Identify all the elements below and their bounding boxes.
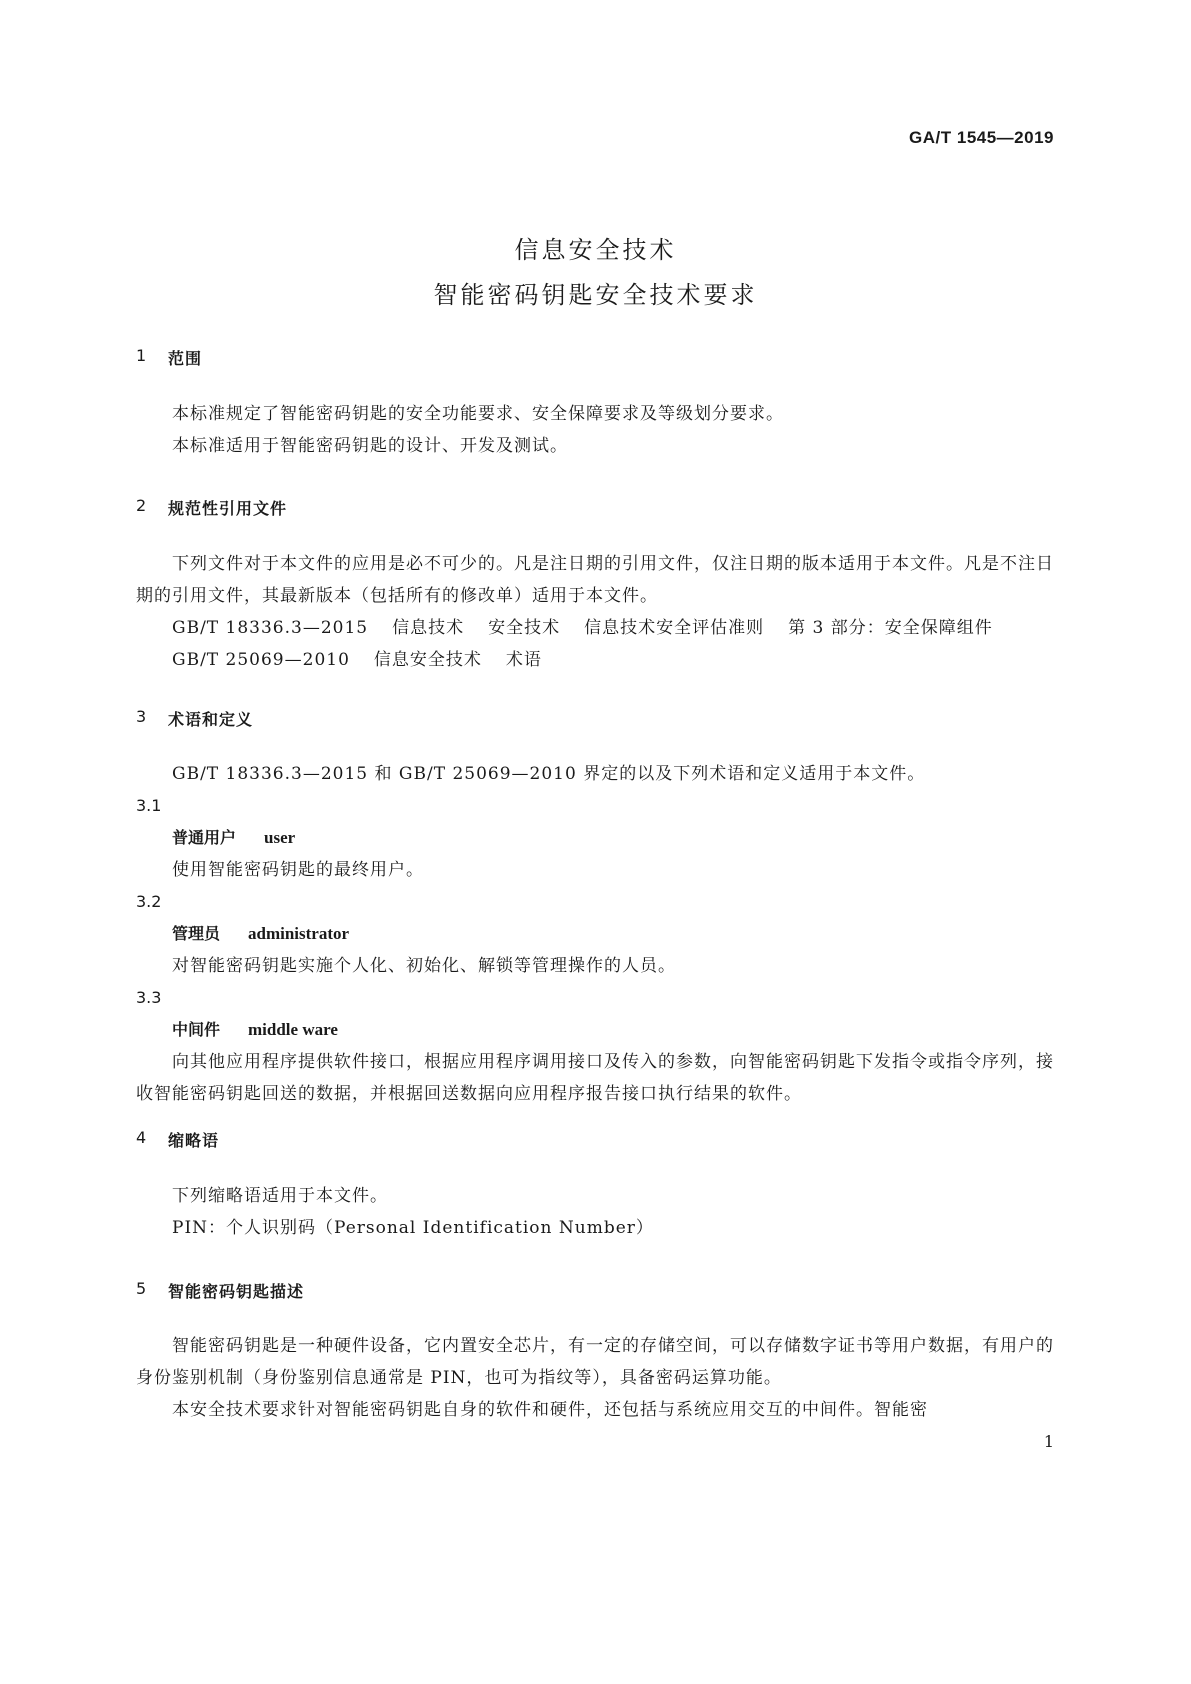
paragraph: 本标准适用于智能密码钥匙的设计、开发及测试。 (172, 436, 568, 456)
section-number: 3 (136, 707, 148, 726)
term-definition: 使用智能密码钥匙的最终用户。 (172, 860, 424, 880)
paragraph: 本安全技术要求针对智能密码钥匙自身的软件和硬件，还包括与系统应用交互的中间件。智能密 (172, 1400, 928, 1420)
section-4 (136, 1128, 1054, 1151)
reference-title-part: 术语 (505, 650, 542, 670)
section-1 (136, 346, 1054, 369)
term-name-zh: 管理员 (172, 924, 221, 943)
term-number: 3.2 (136, 892, 162, 911)
reference-title-part: 信息技术 (392, 618, 465, 638)
term-name (136, 918, 1054, 950)
section-4-body (136, 1180, 1054, 1244)
section-number: 5 (136, 1279, 148, 1298)
section-heading (136, 1279, 1054, 1302)
document-title-line1: 信息安全技术 (514, 236, 677, 264)
section-2-body (136, 548, 1054, 676)
reference-title-part: 安全技术 (488, 618, 561, 638)
paragraph: 下列文件对于本文件的应用是必不可少的。凡是注日期的引用文件，仅注日期的版本适用于本文件。凡是不注日期的引用文件，其最新版本（包括所有的修改单）适用于本文件。 (136, 554, 1054, 606)
paragraph: 下列缩略语适用于本文件。 (172, 1186, 388, 1206)
section-heading (136, 1128, 1054, 1151)
term-name (136, 822, 1054, 854)
section-heading (136, 707, 1054, 730)
term-number: 3.3 (136, 988, 162, 1007)
section-number: 2 (136, 496, 148, 515)
section-heading (136, 496, 1054, 519)
section-title: 智能密码钥匙描述 (168, 1282, 305, 1301)
document-title-line2: 智能密码钥匙安全技术要求 (433, 281, 758, 309)
section-5-body (136, 1330, 1054, 1426)
section-number: 1 (136, 346, 148, 365)
standard-number: GA/T 1545—2019 (909, 128, 1054, 147)
reference-title-part: 第 3 部分：安全保障组件 (788, 618, 993, 638)
reference-title-part: 信息安全技术 (373, 650, 482, 670)
section-title: 缩略语 (168, 1131, 220, 1150)
term-name-en: user (264, 828, 296, 847)
term-name-en: middle ware (248, 1020, 338, 1039)
paragraph: 本标准规定了智能密码钥匙的安全功能要求、安全保障要求及等级划分要求。 (172, 404, 784, 424)
reference-code: GB/T 18336.3—2015 (172, 618, 369, 638)
term-name (136, 1014, 1054, 1046)
reference-item (136, 644, 1054, 676)
term-name-zh: 中间件 (172, 1020, 221, 1039)
paragraph: GB/T 18336.3—2015 和 GB/T 25069—2010 界定的以及下列术语和定义适用于本文件。 (172, 764, 926, 784)
paragraph: PIN：个人识别码（Personal Identification Number） (172, 1218, 654, 1238)
section-heading (136, 346, 1054, 369)
paragraph: 智能密码钥匙是一种硬件设备，它内置安全芯片，有一定的存储空间，可以存储数字证书等用户数据，有用户的身份鉴别机制（身份鉴别信息通常是 PIN，也可为指纹等），具备密码运算功能。 (136, 1336, 1054, 1388)
section-title: 规范性引用文件 (168, 499, 288, 518)
section-1-body (136, 398, 1054, 462)
section-3 (136, 707, 1054, 730)
term-number: 3.1 (136, 796, 162, 815)
page-number: 1 (1043, 1432, 1054, 1451)
reference-code: GB/T 25069—2010 (172, 650, 350, 670)
term-definition: 向其他应用程序提供软件接口，根据应用程序调用接口及传入的参数，向智能密码钥匙下发指令或指令序列，接收智能密码钥匙回送的数据，并根据回送数据向应用程序报告接口执行结果的软件。 (136, 1052, 1054, 1104)
section-title: 术语和定义 (168, 710, 254, 729)
reference-item (136, 612, 1054, 644)
section-2 (136, 496, 1054, 519)
reference-title-part: 信息技术安全评估准则 (584, 618, 765, 638)
section-5 (136, 1279, 1054, 1302)
section-number: 4 (136, 1128, 148, 1147)
term-name-en: administrator (248, 924, 350, 943)
term-definition: 对智能密码钥匙实施个人化、初始化、解锁等管理操作的人员。 (172, 956, 676, 976)
section-3-body (136, 758, 1054, 1110)
section-title: 范围 (168, 349, 203, 368)
term-name-zh: 普通用户 (172, 828, 237, 847)
